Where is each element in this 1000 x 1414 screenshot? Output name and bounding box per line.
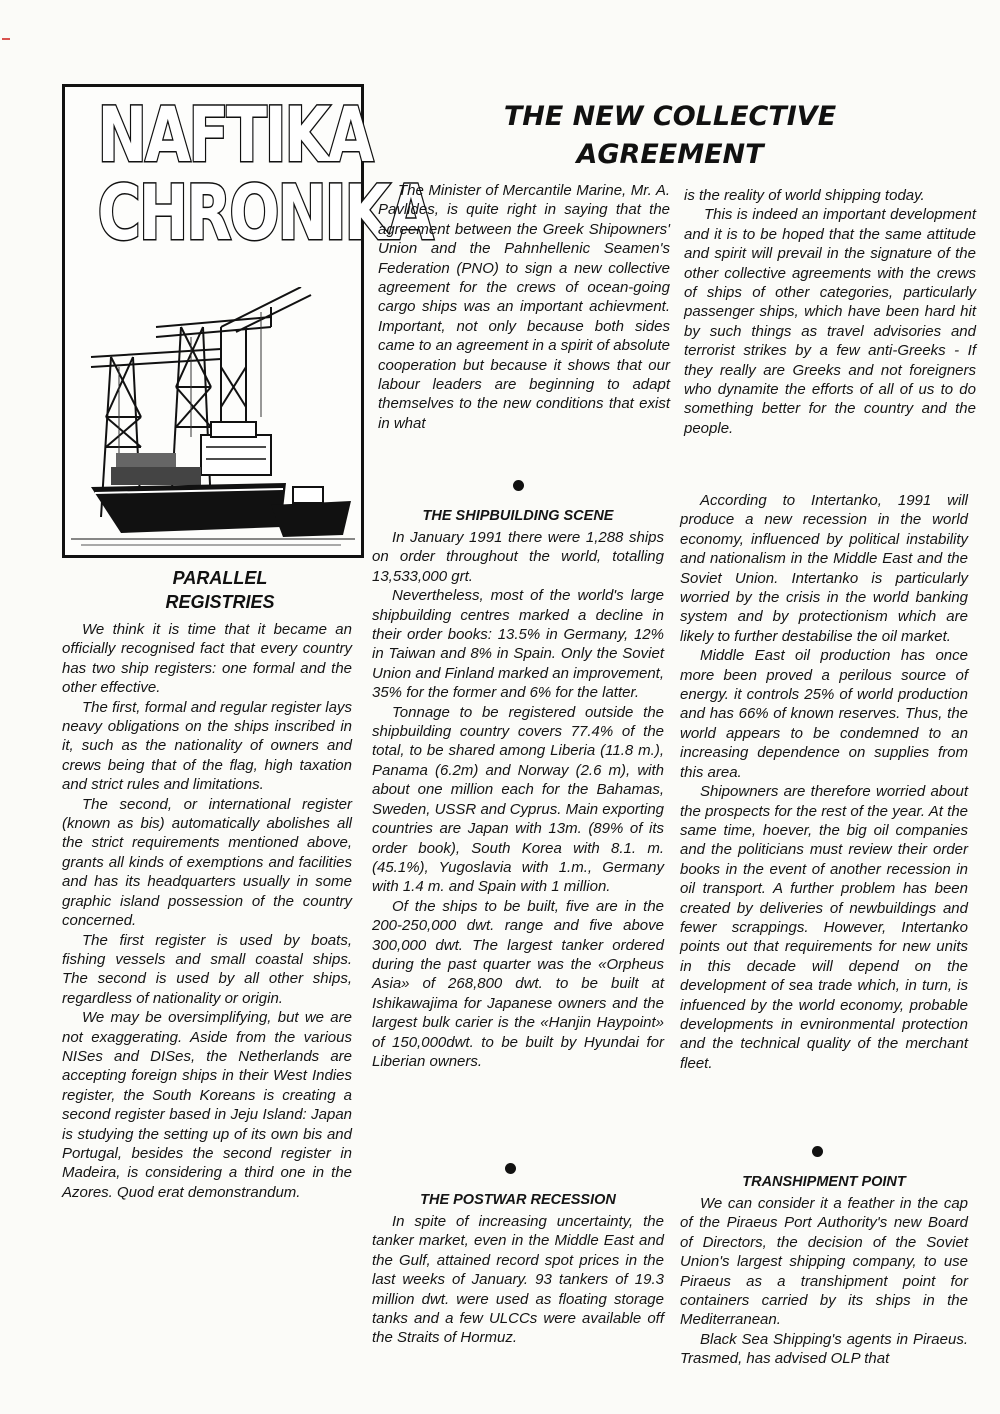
intertanko-column — [680, 491, 968, 1073]
masthead-title-line1: NAFTIKA — [97, 90, 372, 179]
postwar-paragraph: In spite of increasing uncertainty, the tanker market, even in the Middle East and the Gulf, attained record spot prices in the last weeks of January. 93 tankers of 19.3 million dwt. were used as floating storage tanks and a few ULCCs were available off the Straits of Hormuz. — [372, 1213, 664, 1347]
parallel-heading-line2: REGISTRIES — [165, 592, 275, 612]
parallel-paragraph: The second, or international register (known as bis) automatically abolishes all the strict requirements mentioned above, grants all kinds of exemptions and facilities and has its headquarters usually in some graphic island possession of the country concerned. — [62, 795, 352, 930]
transhipment-heading: TRANSHIPMENT POINT — [742, 1174, 906, 1190]
parallel-paragraph: We may be oversimplifying, but we are not exaggerating. Aside from the various NISes and DISes, the Netherlands are accepting foreign ships in their West Indies register, the South Koreans is creating a second register based in Jeju Island: Japan is studying the setting up of its own bis and Portugal, besides the second register in Madeira, is considering a third one in the Azores. Quod erat demonstrandum. — [62, 1009, 352, 1201]
intertanko-paragraph: Shipowners are therefore worried about the prospects for the rest of the year. At the same time, hoever, the big oil companies and the politicians must review their order books in the event of another recession in oil transport. A further problem has been created by deliveries of newbuildings and fewer scrappings. However, Intertanko points out that requirements for new units in this decade will depend on the development of sea trade which, in turn, is infuenced by the world economy, probable developments in evnironmental protection and the technical quality of the merchant fleet. — [680, 783, 968, 1072]
postwar-heading: THE POSTWAR RECESSION — [420, 1192, 616, 1208]
masthead-title-line2: CHRONIKA — [97, 168, 432, 257]
parallel-registries-column — [62, 620, 352, 1202]
page-edge-mark — [2, 38, 10, 40]
transhipment-column — [680, 1173, 968, 1369]
agreement-continuation: is the reality of world shipping today. — [684, 187, 925, 204]
transhipment-paragraph: Black Sea Shipping's agents in Piraeus. Trasmed, has advised OLP that — [680, 1330, 968, 1368]
transhipment-paragraph: We can consider it a feather in the cap of the Piraeus Port Authority's new Board of Directors, the decision of the Soviet Union's largest shipping company, to use Piraeus as a transhipment point for containers carried by its ships in the Mediterranean. — [680, 1195, 968, 1329]
section-divider-bullet — [513, 480, 524, 491]
ship-with-cranes-icon — [71, 287, 355, 549]
agreement-column-1 — [378, 181, 670, 433]
shipbuilding-paragraph: Of the ships to be built, five are in the 200-250,000 dwt. range and five above 300,000 dwt. The largest tanker ordered during the past quarter was the «Orpheus Asia» of 268,800 dwt. to be built at Ishikawajima for Japanese owners and the largest bulk carier is the «Hanjin Haypoint» of 150,000dwt. to be built by Hyundai for Liberian owners. — [372, 897, 664, 1070]
shipbuilding-column — [372, 507, 664, 1071]
parallel-heading-line1: PARALLEL — [172, 568, 268, 588]
section-divider-bullet — [505, 1163, 516, 1174]
shipbuilding-paragraph: Nevertheless, most of the world's large shipbuilding centres marked a decline in their order books: 13.5% in Germany, 12% in Taiwan and 8% in Spain. Only the Soviet Union and Finland marked an improvement, 35% for the former and 6% for the latter. — [372, 587, 664, 702]
shipbuilding-paragraph: Tonnage to be registered outside the shipbuilding country covers 77.4% of the total, to be shared among Liberia (11.8 m.), Panama (6.2m) and Norway (2.6 m), with about one million each for the Bahamas, Sweden, USSR and Cyprus. Main exporting countries are Japan with 13m. (89% of its order book), South Korea with 8.1. m. (45.1%), Yugoslavia with 1.m., Germany with 1.4 m. and Spain with 1 million. — [372, 703, 664, 896]
intertanko-paragraph: Middle East oil production has once more been proved a perilous source of energy. it controls 25% of world production and has 66% of known reserves. Thus, the world appears to be condemned to an increasing dependence on supplies from this area. — [680, 647, 968, 781]
shipbuilding-paragraph: In January 1991 there were 1,288 ships on order throughout the world, totalling 13,533,000 grt. — [372, 529, 664, 585]
agreement-paragraph-1: The Minister of Mercantile Marine, Mr. A. Pavlides, is quite right in saying that the agreement between the Greek Shipowners' Union and the Pahnhellenic Seamen's Federation (PNO) to sign a new collective agreement for the crews of ocean-going cargo ships was an important achievment. Important, not only because both sides came to an agreement in a spirit of absolute cooperation but because it shows that our labour leaders are beginning to adapt themselves to the new conditions that exist in what — [378, 182, 670, 432]
section-divider-bullet — [812, 1146, 823, 1157]
parallel-registries-heading — [120, 566, 320, 614]
headline-line2: AGREEMENT — [576, 139, 764, 170]
agreement-column-2 — [684, 186, 976, 438]
intertanko-paragraph: According to Intertanko, 1991 will produce a new recession in the world economy, influenced by political instability and nationalism in the Middle East and the Soviet Union. Intertanko is particularly worried by the crisis in the world banking system and by protectionism which are likely to further destabilise the oil market. — [680, 492, 968, 645]
parallel-paragraph: The first register is used by boats, fishing vessels and small coastal ships. The second is used by all other ships, regardless of nationality or origin. — [62, 931, 352, 1007]
masthead-box — [62, 84, 432, 558]
shipbuilding-heading: THE SHIPBUILDING SCENE — [422, 508, 614, 524]
headline-line1: THE NEW COLLECTIVE — [503, 101, 837, 132]
agreement-paragraph-2: This is indeed an important development and it is to be hoped that the same attitude and spirit will prevail in the signature of the other collective agreements with the crews of ships of other categories, particularly passenger ships, which have been hard hit by such things as travel advisories and terrorist strikes by a few anti-Greeks - If they really are Greeks and not foreigners who dynamite the efforts of all of us to do something better for the country and the people. — [684, 206, 976, 437]
parallel-paragraph: We think it is time that it became an officially recognised fact that every country has two ship registers: one formal and the other effective. — [62, 621, 352, 697]
postwar-recession-column — [372, 1191, 664, 1348]
headline — [470, 98, 870, 174]
parallel-paragraph: The first, formal and regular register lays neavy obligations on the ships inscribed in it, such as the nationality of owners and crews being that of the flag, high taxation and strict rules and limitations. — [62, 698, 352, 794]
